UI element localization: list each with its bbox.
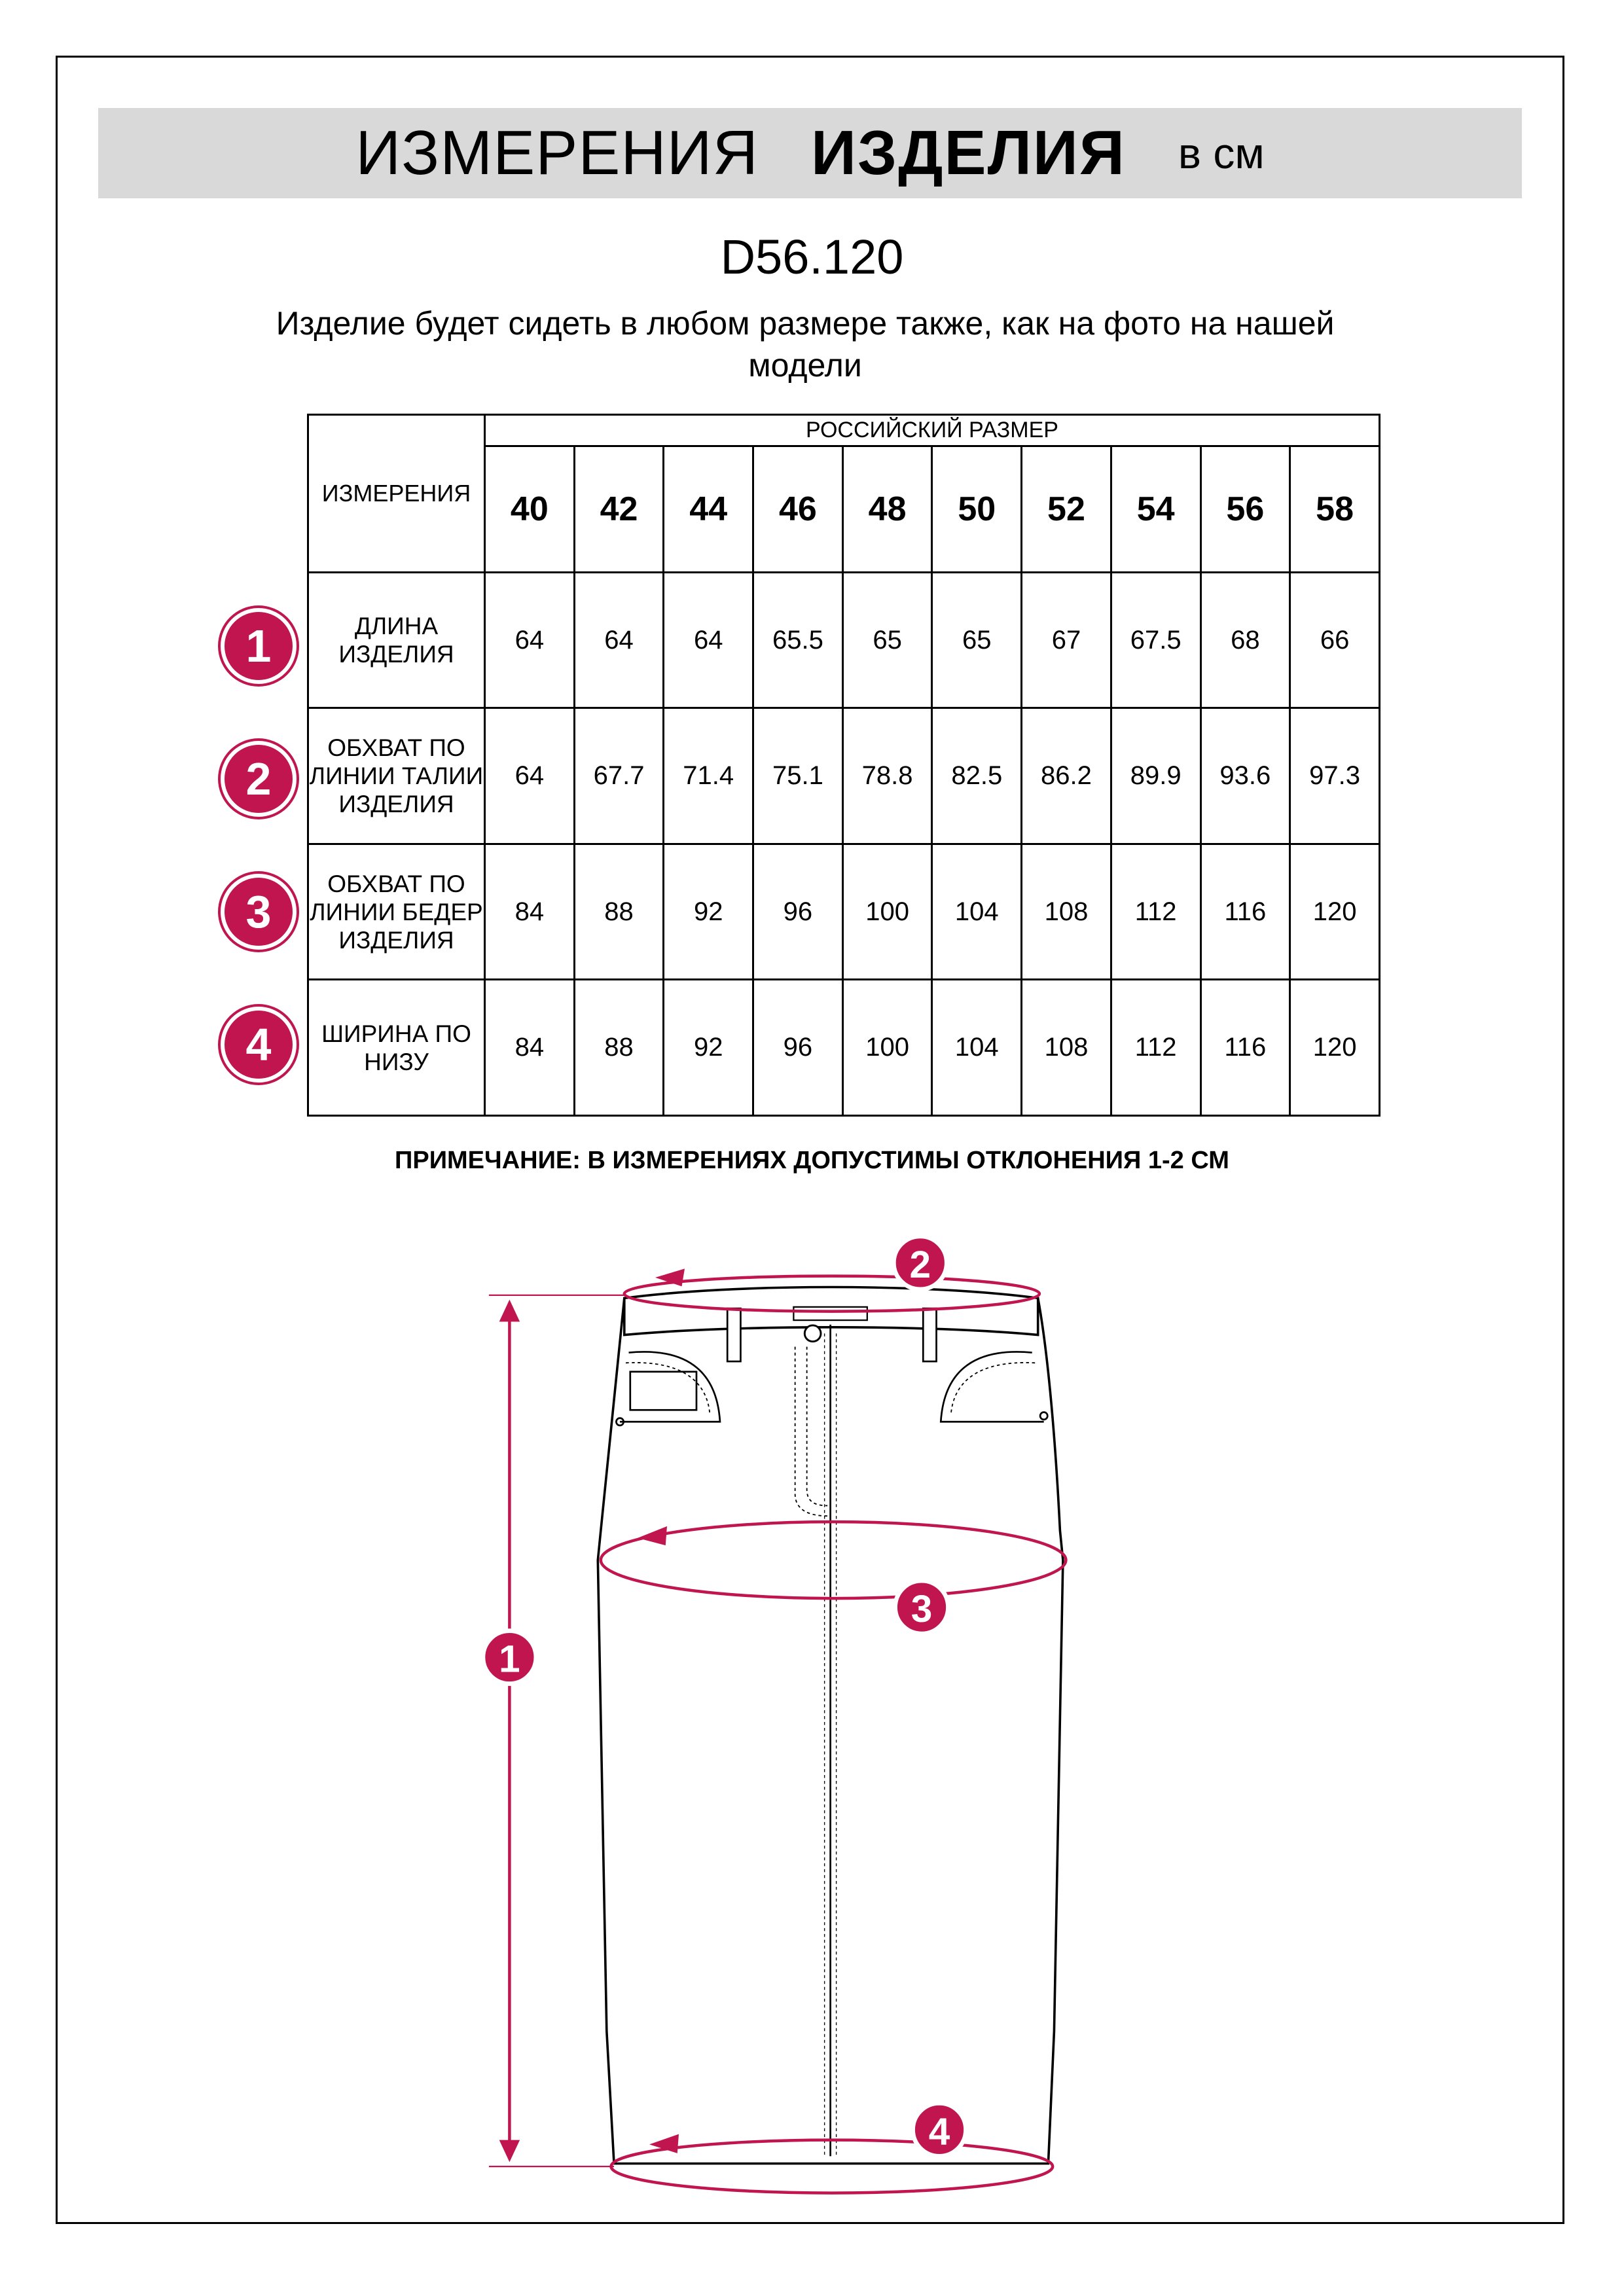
badge-hips: 3	[221, 874, 297, 950]
length-measure	[489, 1295, 624, 2166]
value-cell: 65	[842, 572, 932, 708]
article-number: D56.120	[720, 230, 904, 284]
value-cell: 92	[664, 844, 753, 980]
value-cell: 89.9	[1111, 708, 1200, 844]
row-label-hips: ОБХВАТ ПО ЛИНИИ БЕДЕР ИЗДЕЛИЯ	[308, 844, 485, 980]
value-cell: 67.5	[1111, 572, 1200, 708]
value-cell: 88	[574, 844, 664, 980]
value-cell: 112	[1111, 980, 1200, 1116]
value-cell: 100	[842, 844, 932, 980]
tolerance-note: ПРИМЕЧАНИЕ: В ИЗМЕРЕНИЯХ ДОПУСТИМЫ ОТКЛОНЕНИЯ 1-2 СМ	[395, 1147, 1229, 1174]
value-cell: 104	[932, 980, 1022, 1116]
svg-text:3: 3	[911, 1588, 933, 1631]
button-icon	[804, 1325, 821, 1342]
row-label-waist: ОБХВАТ ПО ЛИНИИ ТАЛИИ ИЗДЕЛИЯ	[308, 708, 485, 844]
value-cell: 64	[485, 708, 575, 844]
row-label-hem: ШИРИНА ПО НИЗУ	[308, 980, 485, 1116]
belt-loop-right	[923, 1308, 936, 1361]
title-units: в см	[1178, 129, 1265, 177]
value-cell: 64	[485, 572, 575, 708]
value-cell: 78.8	[842, 708, 932, 844]
value-cell: 96	[753, 844, 843, 980]
belt-loop-left	[727, 1308, 740, 1361]
marker-4	[913, 2103, 966, 2156]
pockets	[616, 1352, 1047, 1425]
size-cell: 44	[664, 446, 753, 572]
svg-text:1: 1	[499, 1638, 520, 1681]
size-cell: 52	[1022, 446, 1111, 572]
value-cell: 116	[1200, 844, 1290, 980]
size-cell: 56	[1200, 446, 1290, 572]
marker-1	[483, 1631, 536, 1684]
title-bold: ИЗДЕЛИЯ	[811, 118, 1126, 188]
value-cell: 67.7	[574, 708, 664, 844]
value-cell: 82.5	[932, 708, 1022, 844]
size-cell: 50	[932, 446, 1022, 572]
badge-hem: 4	[221, 1007, 297, 1083]
marker-3	[895, 1581, 948, 1634]
value-cell: 108	[1022, 980, 1111, 1116]
value-cell: 96	[753, 980, 843, 1116]
value-cell: 100	[842, 980, 932, 1116]
value-cell: 64	[664, 572, 753, 708]
value-cell: 104	[932, 844, 1022, 980]
value-cell: 108	[1022, 844, 1111, 980]
fly-and-seam	[795, 1325, 837, 2157]
value-cell: 68	[1200, 572, 1290, 708]
svg-text:4: 4	[928, 2110, 950, 2153]
value-cell: 67	[1022, 572, 1111, 708]
marker-2	[893, 1236, 947, 1289]
size-cell: 46	[753, 446, 843, 572]
value-cell: 116	[1200, 980, 1290, 1116]
size-cell: 42	[574, 446, 664, 572]
value-cell: 97.3	[1290, 708, 1380, 844]
size-cell: 48	[842, 446, 932, 572]
measurements-header: ИЗМЕРЕНИЯ	[308, 415, 485, 573]
hip-measure	[601, 1522, 1066, 1598]
value-cell: 120	[1290, 980, 1380, 1116]
value-cell: 86.2	[1022, 708, 1111, 844]
value-cell: 92	[664, 980, 753, 1116]
badge-length: 1	[221, 608, 297, 684]
fit-note: Изделие будет сидеть в любом размере также, как на фото на нашей модели	[276, 305, 1335, 384]
value-cell: 84	[485, 980, 575, 1116]
value-cell: 75.1	[753, 708, 843, 844]
size-cell: 58	[1290, 446, 1380, 572]
row-label-length: ДЛИНА ИЗДЕЛИЯ	[308, 572, 485, 708]
value-cell: 93.6	[1200, 708, 1290, 844]
size-group-header: РОССИЙСКИЙ РАЗМЕР	[485, 415, 1380, 446]
size-cell: 54	[1111, 446, 1200, 572]
value-cell: 112	[1111, 844, 1200, 980]
value-cell: 65.5	[753, 572, 843, 708]
badge-waist: 2	[221, 741, 297, 817]
size-cell: 40	[485, 446, 575, 572]
value-cell: 120	[1290, 844, 1380, 980]
value-cell: 65	[932, 572, 1022, 708]
value-cell: 66	[1290, 572, 1380, 708]
value-cell: 88	[574, 980, 664, 1116]
value-cell: 84	[485, 844, 575, 980]
svg-text:2: 2	[909, 1243, 931, 1286]
value-cell: 64	[574, 572, 664, 708]
value-cell: 71.4	[664, 708, 753, 844]
title-regular: ИЗМЕРЕНИЯ	[355, 118, 759, 188]
